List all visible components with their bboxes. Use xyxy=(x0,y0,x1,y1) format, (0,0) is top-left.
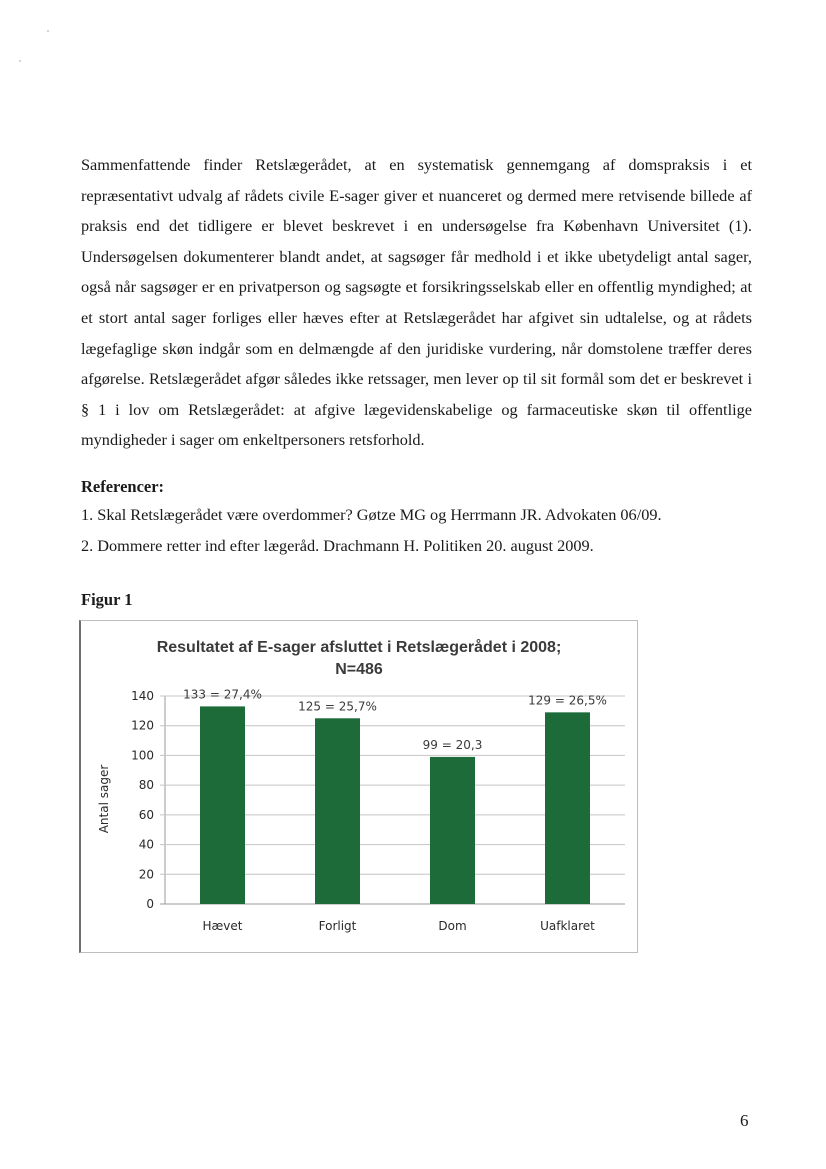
x-tick-label: Forligt xyxy=(318,919,357,933)
chart-title: Resultatet af E-sager afsluttet i Retslægerådet i 2008; xyxy=(156,639,562,656)
figure-label: Figur 1 xyxy=(81,590,133,609)
y-tick-label: 40 xyxy=(138,837,154,852)
page-number: 6 xyxy=(740,1111,749,1130)
x-tick-label: Dom xyxy=(438,919,467,933)
scan-speck xyxy=(47,30,49,32)
y-axis-label: Antal sager xyxy=(97,764,111,834)
chart-container xyxy=(79,620,638,953)
y-tick-label: 60 xyxy=(138,807,154,822)
data-label: 133 = 27,4% xyxy=(183,687,262,702)
body-paragraph: Sammenfattende finder Retslægerådet, at en systematisk gennemgang af domspraksis i et repræsentativt udvalg af rådets civile E-sager giver et nuanceret og dermed mere retvisende billede af praksis end det tidligere er blevet beskrevet i en undersøgelse fra København Universitet (1). Undersøgelsen dokumenterer blandt andet, at sagsøger får medhold i et ikke ubetydeligt antal sager, også når sagsøger er en privatperson og sagsøgte et forsikringsselskab eller en offentlig myndighed; at et stort antal sager forliges eller hæves efter at Retslægerådet har afgivet sin udtalelse, og at rådets lægefaglige skøn indgår som en delmængde af den juridiske vurdering, når domstolene træffer deres afgørelse. Retslægerådet afgør således ikke retssager, men lever op til sit formål som det er beskrevet i § 1 i lov om Retslægerådet: at afgive lægevidenskabelige og farmaceutiske skøn til offentlige myndigheder i sager om enkeltpersoners retsforhold. xyxy=(81,155,752,450)
data-label: 125 = 25,7% xyxy=(298,699,377,714)
bar-hævet xyxy=(200,706,245,904)
x-tick-label: Hævet xyxy=(202,919,243,933)
reference-item: 1. Skal Retslægerådet være overdommer? Gøtze MG og Herrmann JR. Advokaten 06/09. xyxy=(81,505,662,524)
y-tick-label: 80 xyxy=(138,778,154,793)
scan-speck xyxy=(19,60,21,62)
x-tick-label: Uafklaret xyxy=(540,919,595,933)
references-heading: Referencer: xyxy=(81,477,165,496)
reference-item: 2. Dommere retter ind efter lægeråd. Drachmann H. Politiken 20. august 2009. xyxy=(81,536,594,555)
y-tick-label: 140 xyxy=(131,689,154,703)
y-tick-label: 100 xyxy=(131,748,154,763)
bar-uafklaret xyxy=(545,712,590,904)
bar-chart xyxy=(81,621,637,951)
y-tick-label: 20 xyxy=(138,867,154,882)
data-label: 129 = 26,5% xyxy=(528,693,607,708)
chart-subtitle: N=486 xyxy=(335,661,383,678)
data-label: 99 = 20,3 xyxy=(422,737,483,752)
bar-forligt xyxy=(315,718,360,904)
y-tick-label: 0 xyxy=(146,897,154,911)
y-tick-label: 120 xyxy=(131,718,154,733)
bar-dom xyxy=(430,757,475,904)
